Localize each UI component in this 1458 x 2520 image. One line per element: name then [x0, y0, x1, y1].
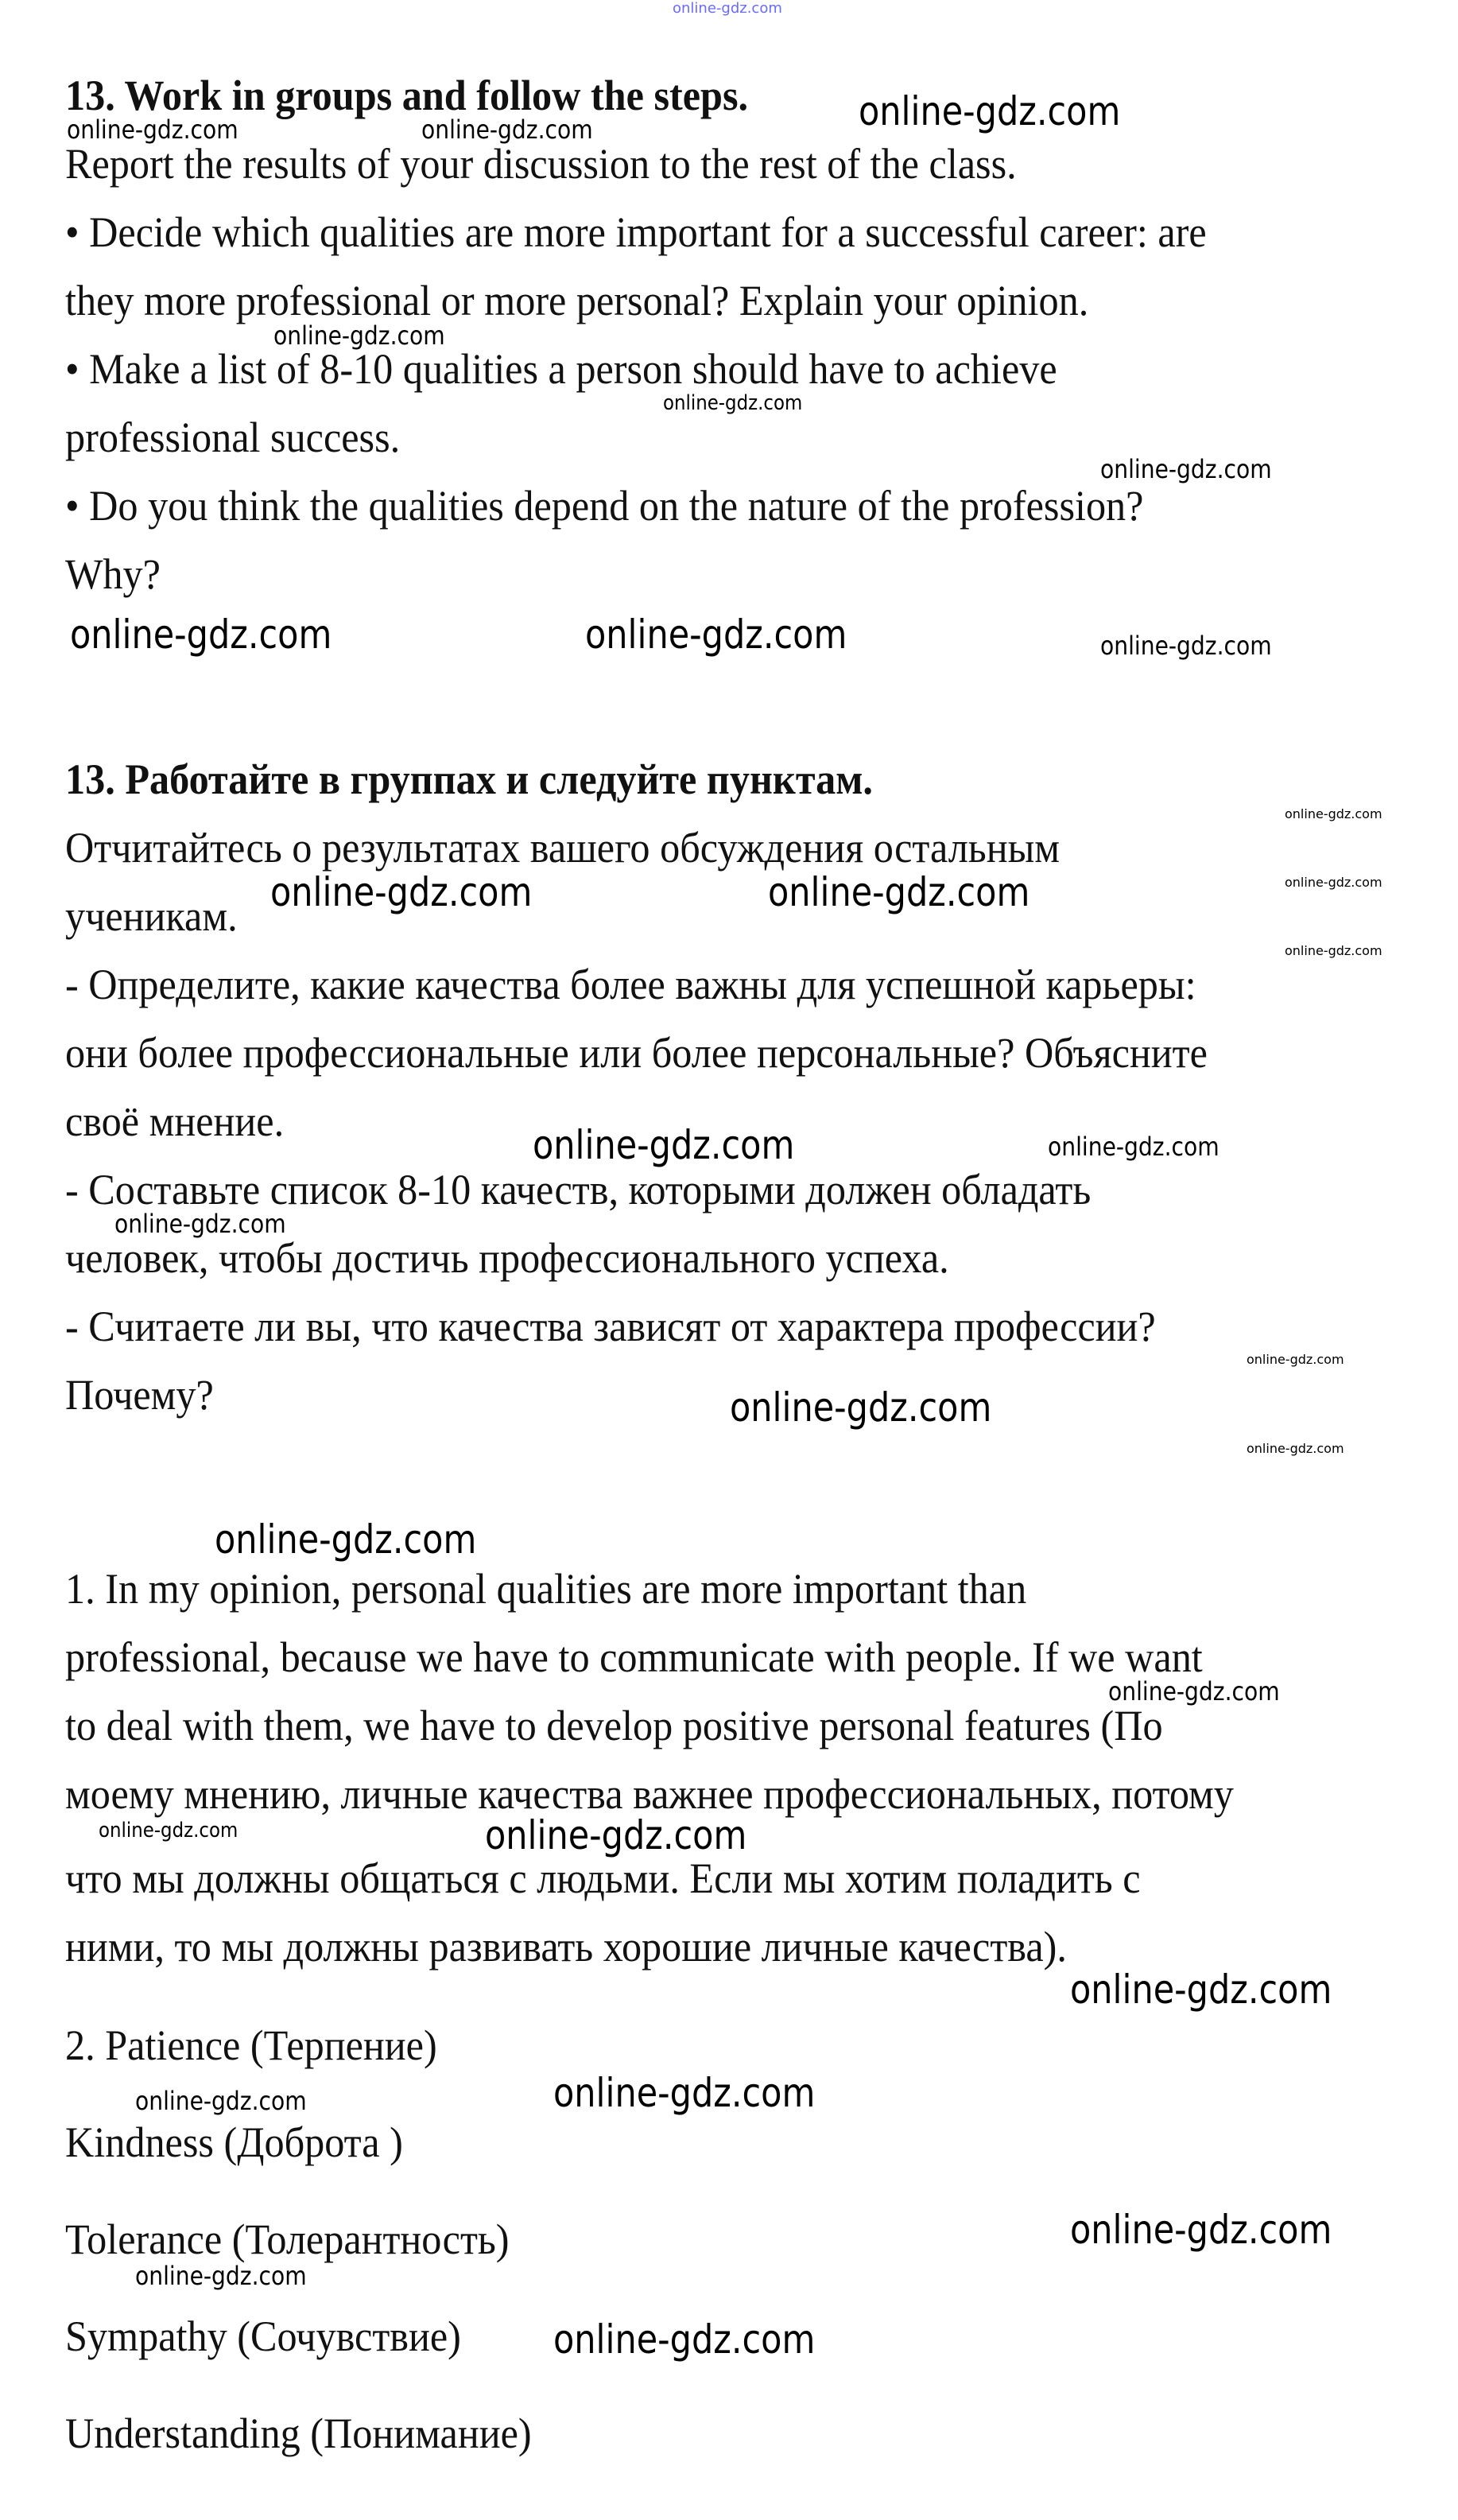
- watermark: online-gdz.com: [1285, 875, 1382, 890]
- task-line: ученикам.: [65, 892, 238, 940]
- watermark: online-gdz.com: [673, 0, 782, 17]
- task-line: - Считаете ли вы, что качества зависят от характера профессии?: [65, 1303, 1156, 1350]
- task-line: они более профессиональные или более персональные? Объясните: [65, 1029, 1208, 1077]
- task-line: Отчитайтесь о результатах вашего обсуждения остальным: [65, 824, 1061, 872]
- watermark: online-gdz.com: [1100, 631, 1272, 661]
- watermark: online-gdz.com: [1285, 806, 1382, 821]
- watermark: online-gdz.com: [553, 2316, 816, 2363]
- watermark: online-gdz.com: [67, 115, 238, 145]
- watermark: online-gdz.com: [421, 115, 593, 145]
- quality-item: 2. Patience (Терпение): [65, 2021, 437, 2069]
- quality-item: Sympathy (Сочувствие): [65, 2312, 461, 2360]
- task-line: • Do you think the qualities depend on the nature of the profession?: [65, 482, 1144, 530]
- answer-line: 1. In my opinion, personal qualities are more important than: [65, 1565, 1027, 1613]
- answer-line: моему мнению, личные качества важнее профессиональных, потому: [65, 1770, 1234, 1818]
- watermark: online-gdz.com: [1070, 1967, 1332, 2013]
- task-line: - Составьте список 8-10 качеств, которыми должен обладать: [65, 1166, 1092, 1213]
- watermark: online-gdz.com: [1247, 1441, 1344, 1456]
- watermark: online-gdz.com: [1247, 1352, 1344, 1367]
- answer-line: ними, то мы должны развивать хорошие личные качества).: [65, 1923, 1067, 1971]
- task-line: - Определите, какие качества более важны для успешной карьеры:: [65, 961, 1196, 1008]
- watermark: online-gdz.com: [70, 612, 332, 658]
- task-line: человек, чтобы достичь профессионального успеха.: [65, 1234, 949, 1282]
- task-line: Почему?: [65, 1371, 214, 1419]
- watermark: online-gdz.com: [1048, 1132, 1220, 1162]
- task-line: Why?: [65, 550, 161, 598]
- watermark: online-gdz.com: [485, 1812, 747, 1858]
- task-title-ru: 13. Работайте в группах и следуйте пунктам.: [65, 755, 873, 803]
- watermark: online-gdz.com: [114, 1209, 286, 1239]
- task-line: they more professional or more personal? Explain your opinion.: [65, 277, 1089, 324]
- watermark: online-gdz.com: [1100, 454, 1272, 484]
- watermark: online-gdz.com: [135, 2086, 307, 2116]
- answer-line: professional, because we have to communicate with people. If we want: [65, 1633, 1203, 1681]
- watermark: online-gdz.com: [1285, 943, 1382, 958]
- answer-line: to deal with them, we have to develop positive personal features (По: [65, 1702, 1163, 1749]
- watermark: online-gdz.com: [585, 612, 847, 658]
- quality-item: Understanding (Понимание): [65, 2409, 532, 2457]
- task-line: своё мнение.: [65, 1097, 285, 1145]
- watermark: online-gdz.com: [215, 1516, 477, 1563]
- watermark: online-gdz.com: [1108, 1676, 1280, 1707]
- watermark: online-gdz.com: [270, 869, 533, 915]
- watermark: online-gdz.com: [730, 1384, 992, 1431]
- answer-line: что мы должны общаться с людьми. Если мы хотим поладить с: [65, 1854, 1141, 1902]
- watermark: online-gdz.com: [99, 1819, 238, 1842]
- task-line: • Decide which qualities are more important for a successful career: are: [65, 208, 1207, 256]
- task-line: Report the results of your discussion to the rest of the class.: [65, 140, 1017, 188]
- watermark: online-gdz.com: [768, 869, 1030, 915]
- quality-item: Kindness (Доброта ): [65, 2118, 403, 2166]
- task-title-en: 13. Work in groups and follow the steps.: [65, 72, 749, 119]
- watermark: online-gdz.com: [135, 2261, 307, 2291]
- watermark: online-gdz.com: [1070, 2207, 1332, 2253]
- watermark: online-gdz.com: [859, 88, 1121, 134]
- watermark: online-gdz.com: [533, 1122, 795, 1168]
- task-line: professional success.: [65, 414, 401, 461]
- watermark: online-gdz.com: [273, 320, 445, 351]
- watermark: online-gdz.com: [553, 2070, 816, 2116]
- quality-item: Tolerance (Толерантность): [65, 2215, 510, 2263]
- watermark: online-gdz.com: [663, 391, 803, 415]
- task-line: • Make a list of 8-10 qualities a person should have to achieve: [65, 345, 1057, 393]
